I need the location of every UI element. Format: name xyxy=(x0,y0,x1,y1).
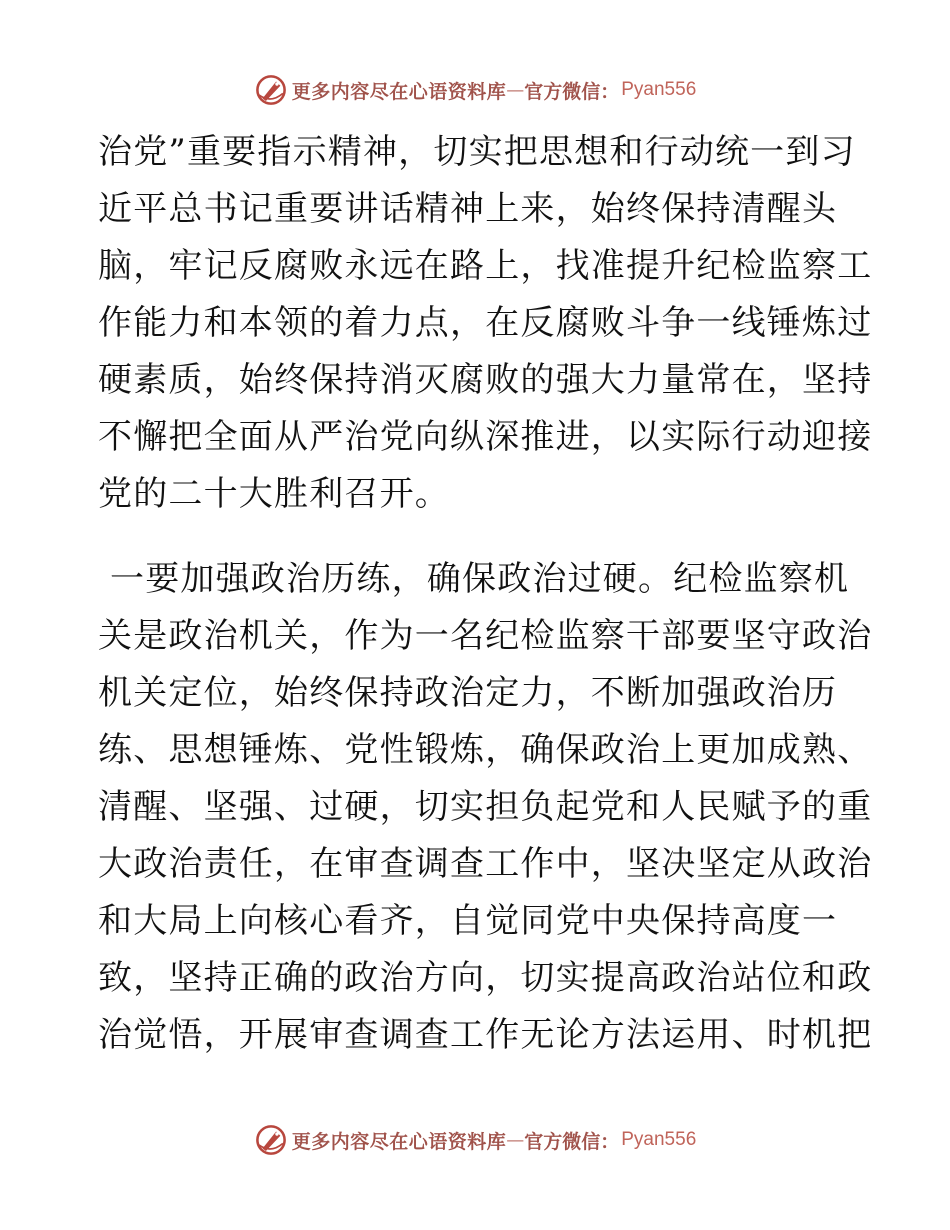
header-separator: — xyxy=(506,79,525,101)
text-line: 脑，牢记反腐败永远在路上，找准提升纪检监察工 xyxy=(98,246,873,286)
text-line: 致，坚持正确的政治方向，切实提高政治站位和政 xyxy=(98,958,873,998)
paragraph-1 xyxy=(98,124,873,523)
pen-nib-logo-icon xyxy=(254,1123,288,1157)
text-line: 和大局上向核心看齐，自觉同党中央保持高度一 xyxy=(98,901,838,941)
text-line: 一要加强政治历练，确保政治过硬。纪检监察机 xyxy=(110,559,850,599)
footer-separator: — xyxy=(506,1129,525,1151)
text-line: 清醒、坚强、过硬，切实担负起党和人民赋予的重 xyxy=(98,787,873,827)
text-line: 机关定位，始终保持政治定力，不断加强政治历 xyxy=(98,673,838,713)
text-line: 练、思想锤炼、党性锻炼，确保政治上更加成熟、 xyxy=(98,730,873,770)
footer-wechat-label: 官方微信： xyxy=(524,1130,620,1153)
text-line: 不懈把全面从严治党向纵深推进，以实际行动迎接 xyxy=(98,417,873,457)
text-line: 近平总书记重要讲话精神上来，始终保持清醒头 xyxy=(98,189,838,229)
document-body xyxy=(98,124,873,1064)
text-line: 大政治责任，在审查调查工作中，坚决坚定从政治 xyxy=(98,844,873,884)
text-line: 党的二十大胜利召开。 xyxy=(98,474,450,514)
pen-nib-logo-icon xyxy=(254,73,288,107)
text-line: 关是政治机关，作为一名纪检监察干部要坚守政治 xyxy=(98,616,873,656)
page-footer-banner xyxy=(0,1122,950,1158)
text-line: 治觉悟，开展审查调查工作无论方法运用、时机把 xyxy=(98,1015,873,1055)
footer-wechat-handle: Pyan556 xyxy=(621,1129,697,1150)
text-line: 硬素质，始终保持消灭腐败的强大力量常在，坚持 xyxy=(98,360,873,400)
text-line: 作能力和本领的着力点，在反腐败斗争一线锤炼过 xyxy=(98,303,873,343)
header-brand-text: 更多内容尽在心语资料库 xyxy=(291,80,507,103)
header-wechat-handle: Pyan556 xyxy=(621,79,697,100)
text-line: 治党”重要指示精神，切实把思想和行动统一到习 xyxy=(98,132,856,172)
header-wechat-label: 官方微信： xyxy=(524,80,620,103)
footer-brand-text: 更多内容尽在心语资料库 xyxy=(291,1130,507,1153)
page-header-banner xyxy=(0,72,950,108)
paragraph-2 xyxy=(98,551,873,1064)
